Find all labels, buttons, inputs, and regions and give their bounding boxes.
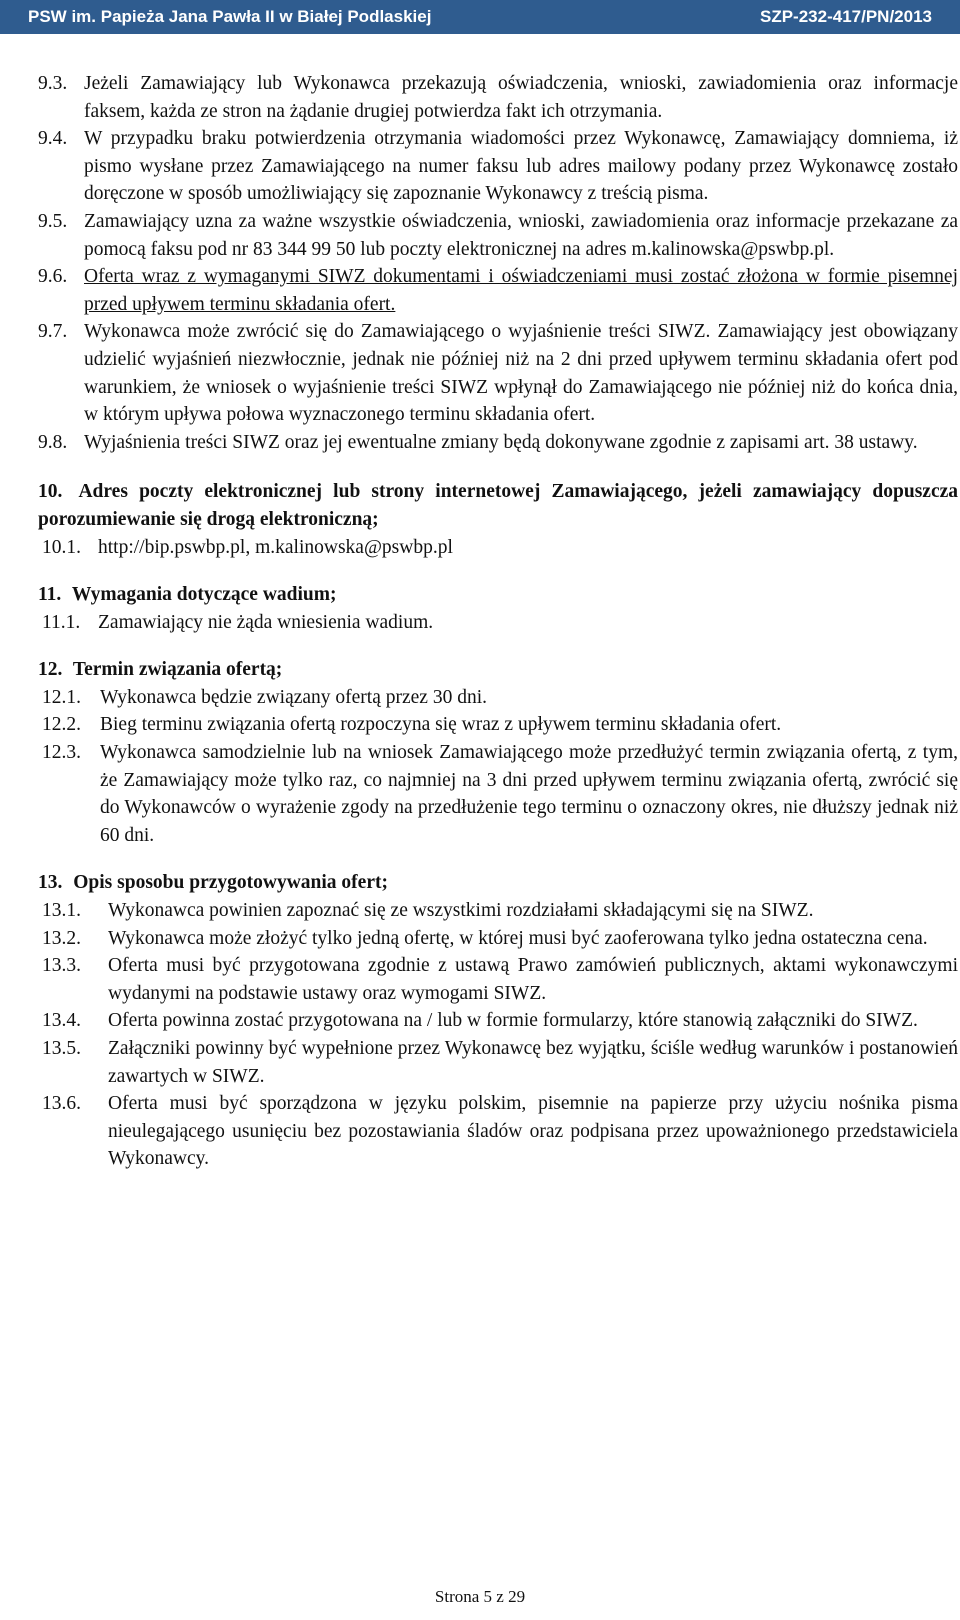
section-12-heading — [38, 656, 958, 684]
item-text: Wykonawca będzie związany ofertą przez 30 dni. — [100, 686, 488, 708]
item-text: Wykonawca powinien zapoznać się ze wszystkimi rozdziałami składającymi się na SIWZ. — [108, 900, 814, 922]
paragraph-9-6 — [38, 263, 958, 318]
item-number: 12.3. — [42, 742, 81, 764]
item-text: Wykonawca może złożyć tylko jedną ofertę, w której musi być zaoferowana tylko jedna ostateczna cena. — [108, 927, 928, 949]
document-body — [38, 70, 958, 1173]
paragraph-9-4 — [38, 125, 958, 208]
paragraph-text: Jeżeli Zamawiający lub Wykonawca przekazują oświadczenia, wnioski, zawiadomienia oraz informacje faksem, każda ze stron na żądanie drugiej potwierdza fakt ich otrzymania. — [84, 73, 958, 122]
item-number: 13.2. — [42, 927, 81, 949]
header-reference: SZP-232-417/PN/2013 — [760, 7, 932, 26]
item-number: 10.1. — [42, 536, 81, 558]
item-number: 13.3. — [42, 955, 81, 977]
section-title: Termin związania ofertą; — [72, 659, 283, 681]
section-title: Adres poczty elektronicznej lub strony internetowej Zamawiającego, jeżeli zamawiający dopuszcza porozumiewanie się drogą elektroniczną; — [38, 481, 959, 530]
item-number: 13.6. — [42, 1093, 81, 1115]
page-footer — [0, 1587, 960, 1607]
paragraph-9-7 — [38, 318, 958, 428]
paragraph-number: 9.4. — [38, 128, 68, 150]
item-number: 13.4. — [42, 1010, 81, 1032]
paragraph-text: Wyjaśnienia treści SIWZ oraz jej ewentualne zmiany będą dokonywane zgodnie z zapisami art. 38 ustawy. — [84, 431, 918, 453]
item-text: Załączniki powinny być wypełnione przez Wykonawcę bez wyjątku, ściśle według warunków i postanowień zawartych w SIWZ. — [108, 1038, 958, 1087]
item-12-2 — [42, 711, 958, 739]
section-number: 11. — [38, 584, 62, 606]
item-13-3 — [42, 952, 958, 1007]
item-text: http://bip.pswbp.pl, m.kalinowska@pswbp.pl — [98, 536, 453, 558]
item-10-1 — [42, 534, 958, 562]
item-13-2 — [42, 925, 958, 953]
paragraph-9-8 — [38, 429, 958, 457]
section-11-heading — [38, 581, 958, 609]
section-title: Wymagania dotyczące wadium; — [71, 584, 337, 606]
paragraph-9-3 — [38, 70, 958, 125]
section-10-heading — [38, 478, 958, 533]
section-number: 10. — [38, 481, 63, 503]
paragraph-text: Zamawiający uzna za ważne wszystkie oświadczenia, wnioski, zawiadomienia oraz informacje przekazane za pomocą faksu pod nr 83 344 99 50 lub poczty elektronicznej na adres m.kalinowska@pswbp.pl. — [84, 210, 958, 260]
paragraph-text: Wykonawca może zwrócić się do Zamawiającego o wyjaśnienie treści SIWZ. Zamawiający jest obowiązany udzielić wyjaśnień niezwłocznie, jednak nie później niż na 2 dni przed upływem terminu składania ofert pod warunkiem, że wniosek o wyjaśnienie treści SIWZ wpłynął do Zamawiającego nie później niż do końca dnia, w którym upływa połowa wyznaczonego terminu składania ofert. — [84, 321, 958, 426]
header-institution: PSW im. Papieża Jana Pawła II w Białej Podlaskiej — [28, 7, 432, 26]
item-text: Zamawiający nie żąda wniesienia wadium. — [98, 611, 434, 633]
item-text: Bieg terminu związania ofertą rozpoczyna się wraz z upływem terminu składania ofert. — [100, 714, 782, 736]
paragraph-number: 9.3. — [38, 73, 68, 94]
section-title: Opis sposobu przygotowywania ofert; — [73, 872, 388, 894]
section-number: 12. — [38, 659, 63, 681]
item-text: Oferta musi być przygotowana zgodnie z ustawą Prawo zamówień publicznych, aktami wykonawczymi wydanymi na podstawie ustawy oraz wymogami SIWZ. — [108, 955, 958, 1004]
paragraph-text: W przypadku braku potwierdzenia otrzymania wiadomości przez Wykonawcę, Zamawiający domniema, iż pismo wysłane przez Zamawiającego na numer faksu lub adres mailowy podany przez Wykonawcę zostało doręczone w sposób umożliwiający się zapoznanie Wykonawcy z treścią pisma. — [84, 128, 958, 205]
page-header — [0, 0, 960, 34]
section-number: 13. — [38, 872, 63, 894]
paragraph-text: Oferta wraz z wymaganymi SIWZ dokumentami i oświadczeniami musi zostać złożona w formie pisemnej przed upływem terminu składania ofert. — [84, 266, 958, 315]
item-13-5 — [42, 1035, 958, 1090]
item-number: 11.1. — [42, 611, 81, 633]
paragraph-number: 9.5. — [38, 210, 68, 232]
item-text: Oferta musi być sporządzona w języku polskim, pisemnie na papierze przy użyciu nośnika pisma nieulegającego usunięciu bez pozostawiania śladów oraz podpisana przez upoważnionego przedstawiciela Wykonawcy. — [108, 1093, 958, 1170]
paragraph-number: 9.8. — [38, 431, 68, 453]
item-number: 13.5. — [42, 1038, 81, 1059]
item-12-1 — [42, 684, 958, 712]
paragraph-number: 9.7. — [38, 321, 68, 343]
section-13-heading — [38, 869, 958, 897]
item-number: 12.2. — [42, 714, 81, 736]
paragraph-number: 9.6. — [38, 266, 68, 288]
item-13-6 — [42, 1090, 958, 1173]
item-11-1 — [42, 609, 958, 637]
item-text: Oferta powinna zostać przygotowana na / lub w formie formularzy, które stanowią załączniki do SIWZ. — [108, 1010, 918, 1032]
item-12-3 — [42, 739, 958, 849]
item-text: Wykonawca samodzielnie lub na wniosek Zamawiającego może przedłużyć termin związania ofertą, z tym, że Zamawiający może tylko raz, co najmniej na 3 dni przed upływem terminu związania ofertą, zwrócić się do Wykonawców o wyrażenie zgody na przedłużenie tego terminu o oznaczony okres, nie dłuższy jednak niż 60 dni. — [100, 742, 958, 846]
item-number: 13.1. — [42, 900, 81, 922]
paragraph-9-5 — [38, 208, 958, 263]
item-number: 12.1. — [42, 686, 81, 708]
page-number: Strona 5 z 29 — [434, 1587, 526, 1606]
item-13-1 — [42, 897, 958, 925]
item-13-4 — [42, 1007, 958, 1035]
